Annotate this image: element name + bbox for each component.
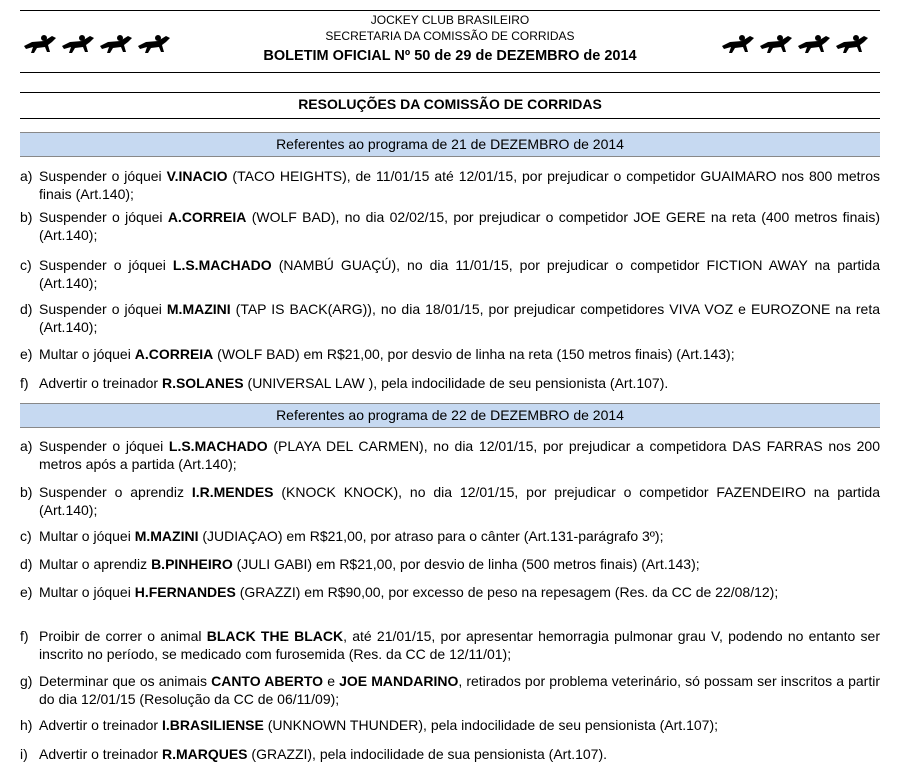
item-subject: L.S.MACHADO (168, 438, 268, 454)
resolution-item (20, 672, 880, 708)
resolution-item (20, 208, 880, 244)
item-label: f) (20, 628, 29, 644)
item-text (39, 345, 880, 363)
item-text-rest: (KNOCK KNOCK), no dia 12/01/15, por prejudicar o competidor FAZENDEIRO na partida (Art.140); (39, 484, 881, 518)
item-text-lead: Advertir o treinador (39, 375, 162, 391)
item-text (39, 374, 880, 392)
item-text-lead: Suspender o jóquei (39, 301, 167, 317)
item-text (39, 167, 880, 203)
resolution-item (20, 167, 880, 203)
item-text (39, 208, 880, 244)
resolution-item (20, 483, 880, 519)
item-subject: M.MAZINI (166, 301, 231, 317)
item-text-lead: Suspender o jóquei (39, 257, 173, 273)
item-subject: R.SOLANES (161, 375, 244, 391)
item-text-rest: (JUDIAÇAO) em R$21,00, por atraso para o cânter (Art.131-parágrafo 3º); (198, 528, 664, 544)
resolution-item (20, 527, 880, 545)
item-label: b) (20, 209, 33, 225)
item-text (39, 300, 880, 336)
item-label: g) (20, 673, 33, 689)
item-label: a) (20, 168, 33, 184)
item-subject: R.MARQUES (161, 746, 248, 762)
item-text-rest: (GRAZZI) em R$90,00, por excesso de peso na repesagem (Res. da CC de 22/08/12); (235, 584, 779, 600)
org-name: JOCKEY CLUB BRASILEIRO (370, 13, 530, 27)
item-text-rest: (WOLF BAD) em R$21,00, por desvio de linha na reta (150 metros finais) (Art.143); (213, 346, 735, 362)
item-subject: BLACK THE BLACK (206, 628, 344, 644)
item-text (39, 256, 880, 292)
item-text (39, 672, 880, 708)
item-text-lead: Proibir de correr o animal (39, 628, 207, 644)
item-label: c) (20, 528, 32, 544)
item-text (39, 745, 880, 763)
org-department: SECRETARIA DA COMISSÃO DE CORRIDAS (325, 29, 575, 43)
top-rule (20, 10, 880, 11)
resolution-item (20, 555, 880, 573)
item-text-lead: Multar o jóquei (39, 528, 135, 544)
item-text-rest: , retirados por problema veterinário, só possam ser inscritos a partir do dia 12/01/15 (Resolução da CC de 06/11/09); (39, 673, 880, 707)
resolution-item (20, 300, 880, 336)
item-text-lead: Suspender o jóquei (39, 438, 169, 454)
resolution-item (20, 437, 880, 473)
item-label: e) (20, 584, 33, 600)
resolution-item (20, 745, 880, 763)
item-subject: A.CORREIA (134, 346, 214, 362)
item-text-rest: (PLAYA DEL CARMEN), no dia 12/01/15, por prejudicar a competidora DAS FARRAS nos 200 metros após a partida (Art.140); (39, 438, 880, 472)
item-subject: H.FERNANDES (134, 584, 236, 600)
item-text-lead: Advertir o treinador (39, 717, 162, 733)
item-label: d) (20, 556, 33, 572)
item-text (39, 555, 880, 573)
item-subject: A.CORREIA (167, 209, 247, 225)
item-subject: B.PINHEIRO (151, 556, 233, 572)
item-text-rest: , até 21/01/15, por apresentar hemorragia pulmonar grau V, podendo no entanto ser inscrito no período, se medicado com furosemida (Res. da CC de 12/11/01); (39, 628, 881, 662)
resolution-item (20, 716, 880, 734)
bulletin-title: BOLETIM OFICIAL Nº 50 de 29 de DEZEMBRO de 2014 (263, 48, 637, 64)
item-subject: I.R.MENDES (191, 484, 274, 500)
header-bottom-rule (20, 72, 880, 73)
item-subject: CANTO ABERTO (211, 673, 324, 689)
item-text-rest: (UNIVERSAL LAW ), pela indocilidade de seu pensionista (Art.107). (243, 375, 669, 391)
resolution-item (20, 627, 880, 663)
item-text-lead: Suspender o jóquei (39, 168, 167, 184)
item-text-lead: Multar o jóquei (39, 584, 135, 600)
item-subject: JOE MANDARINO (339, 673, 459, 689)
section-bottom-rule (20, 118, 880, 119)
item-subject: V.INACIO (166, 168, 228, 184)
item-text-rest: (TAP IS BACK(ARG)), no dia 18/01/15, por prejudicar competidores VIVA VOZ e EUROZONE na reta (Art.140); (39, 301, 880, 335)
item-text-lead: Multar o aprendiz (39, 556, 152, 572)
item-text-lead: Suspender o jóquei (39, 209, 168, 225)
item-text-lead: Advertir o treinador (39, 746, 162, 762)
item-text-rest: (UNKNOWN THUNDER), pela indocilidade de seu pensionista (Art.107); (263, 717, 718, 733)
item-text (39, 527, 880, 545)
resolution-item (20, 374, 880, 392)
resolution-item (20, 583, 880, 601)
item-label: e) (20, 346, 33, 362)
item-subject: L.S.MACHADO (172, 257, 272, 273)
item-label: c) (20, 257, 32, 273)
item-text (39, 583, 880, 601)
item-text (39, 437, 880, 473)
item-text (39, 483, 880, 519)
program-heading: Referentes ao programa de 22 de DEZEMBRO de 2014 (20, 403, 880, 428)
item-text-rest: (GRAZZI), pela indocilidade de sua pensionista (Art.107). (247, 746, 608, 762)
item-text-lead: Multar o jóquei (39, 346, 135, 362)
section-title: RESOLUÇÕES DA COMISSÃO DE CORRIDAS (298, 96, 602, 112)
item-label: f) (20, 375, 29, 391)
item-text-rest: (WOLF BAD), no dia 02/02/15, por prejudicar o competidor JOE GERE na reta (400 metros finais) (Art.140); (39, 209, 880, 243)
item-text-lead: Suspender o aprendiz (39, 484, 192, 500)
item-text (39, 627, 880, 663)
item-label: h) (20, 717, 33, 733)
resolution-item (20, 256, 880, 292)
item-label: i) (20, 746, 28, 762)
item-label: a) (20, 438, 33, 454)
program-heading: Referentes ao programa de 21 de DEZEMBRO de 2014 (20, 132, 880, 157)
item-subject: I.BRASILIENSE (161, 717, 264, 733)
item-text-lead: Determinar que os animais (39, 673, 212, 689)
item-text-rest: (NAMBÚ GUAÇÚ), no dia 11/01/15, por prejudicar o competidor FICTION AWAY na partida (Art.140); (39, 257, 880, 291)
item-text-join: e (323, 673, 340, 689)
resolution-item (20, 345, 880, 363)
section-top-rule (20, 92, 880, 93)
item-label: b) (20, 484, 33, 500)
item-text (39, 716, 880, 734)
item-subject: M.MAZINI (134, 528, 199, 544)
item-text-rest: (TACO HEIGHTS), de 11/01/15 até 12/01/15, por prejudicar o competidor GUAIMARO nos 800 metros finais (Art.140); (39, 168, 880, 202)
item-label: d) (20, 301, 33, 317)
item-text-rest: (JULI GABI) em R$21,00, por desvio de linha (500 metros finais) (Art.143); (232, 556, 700, 572)
